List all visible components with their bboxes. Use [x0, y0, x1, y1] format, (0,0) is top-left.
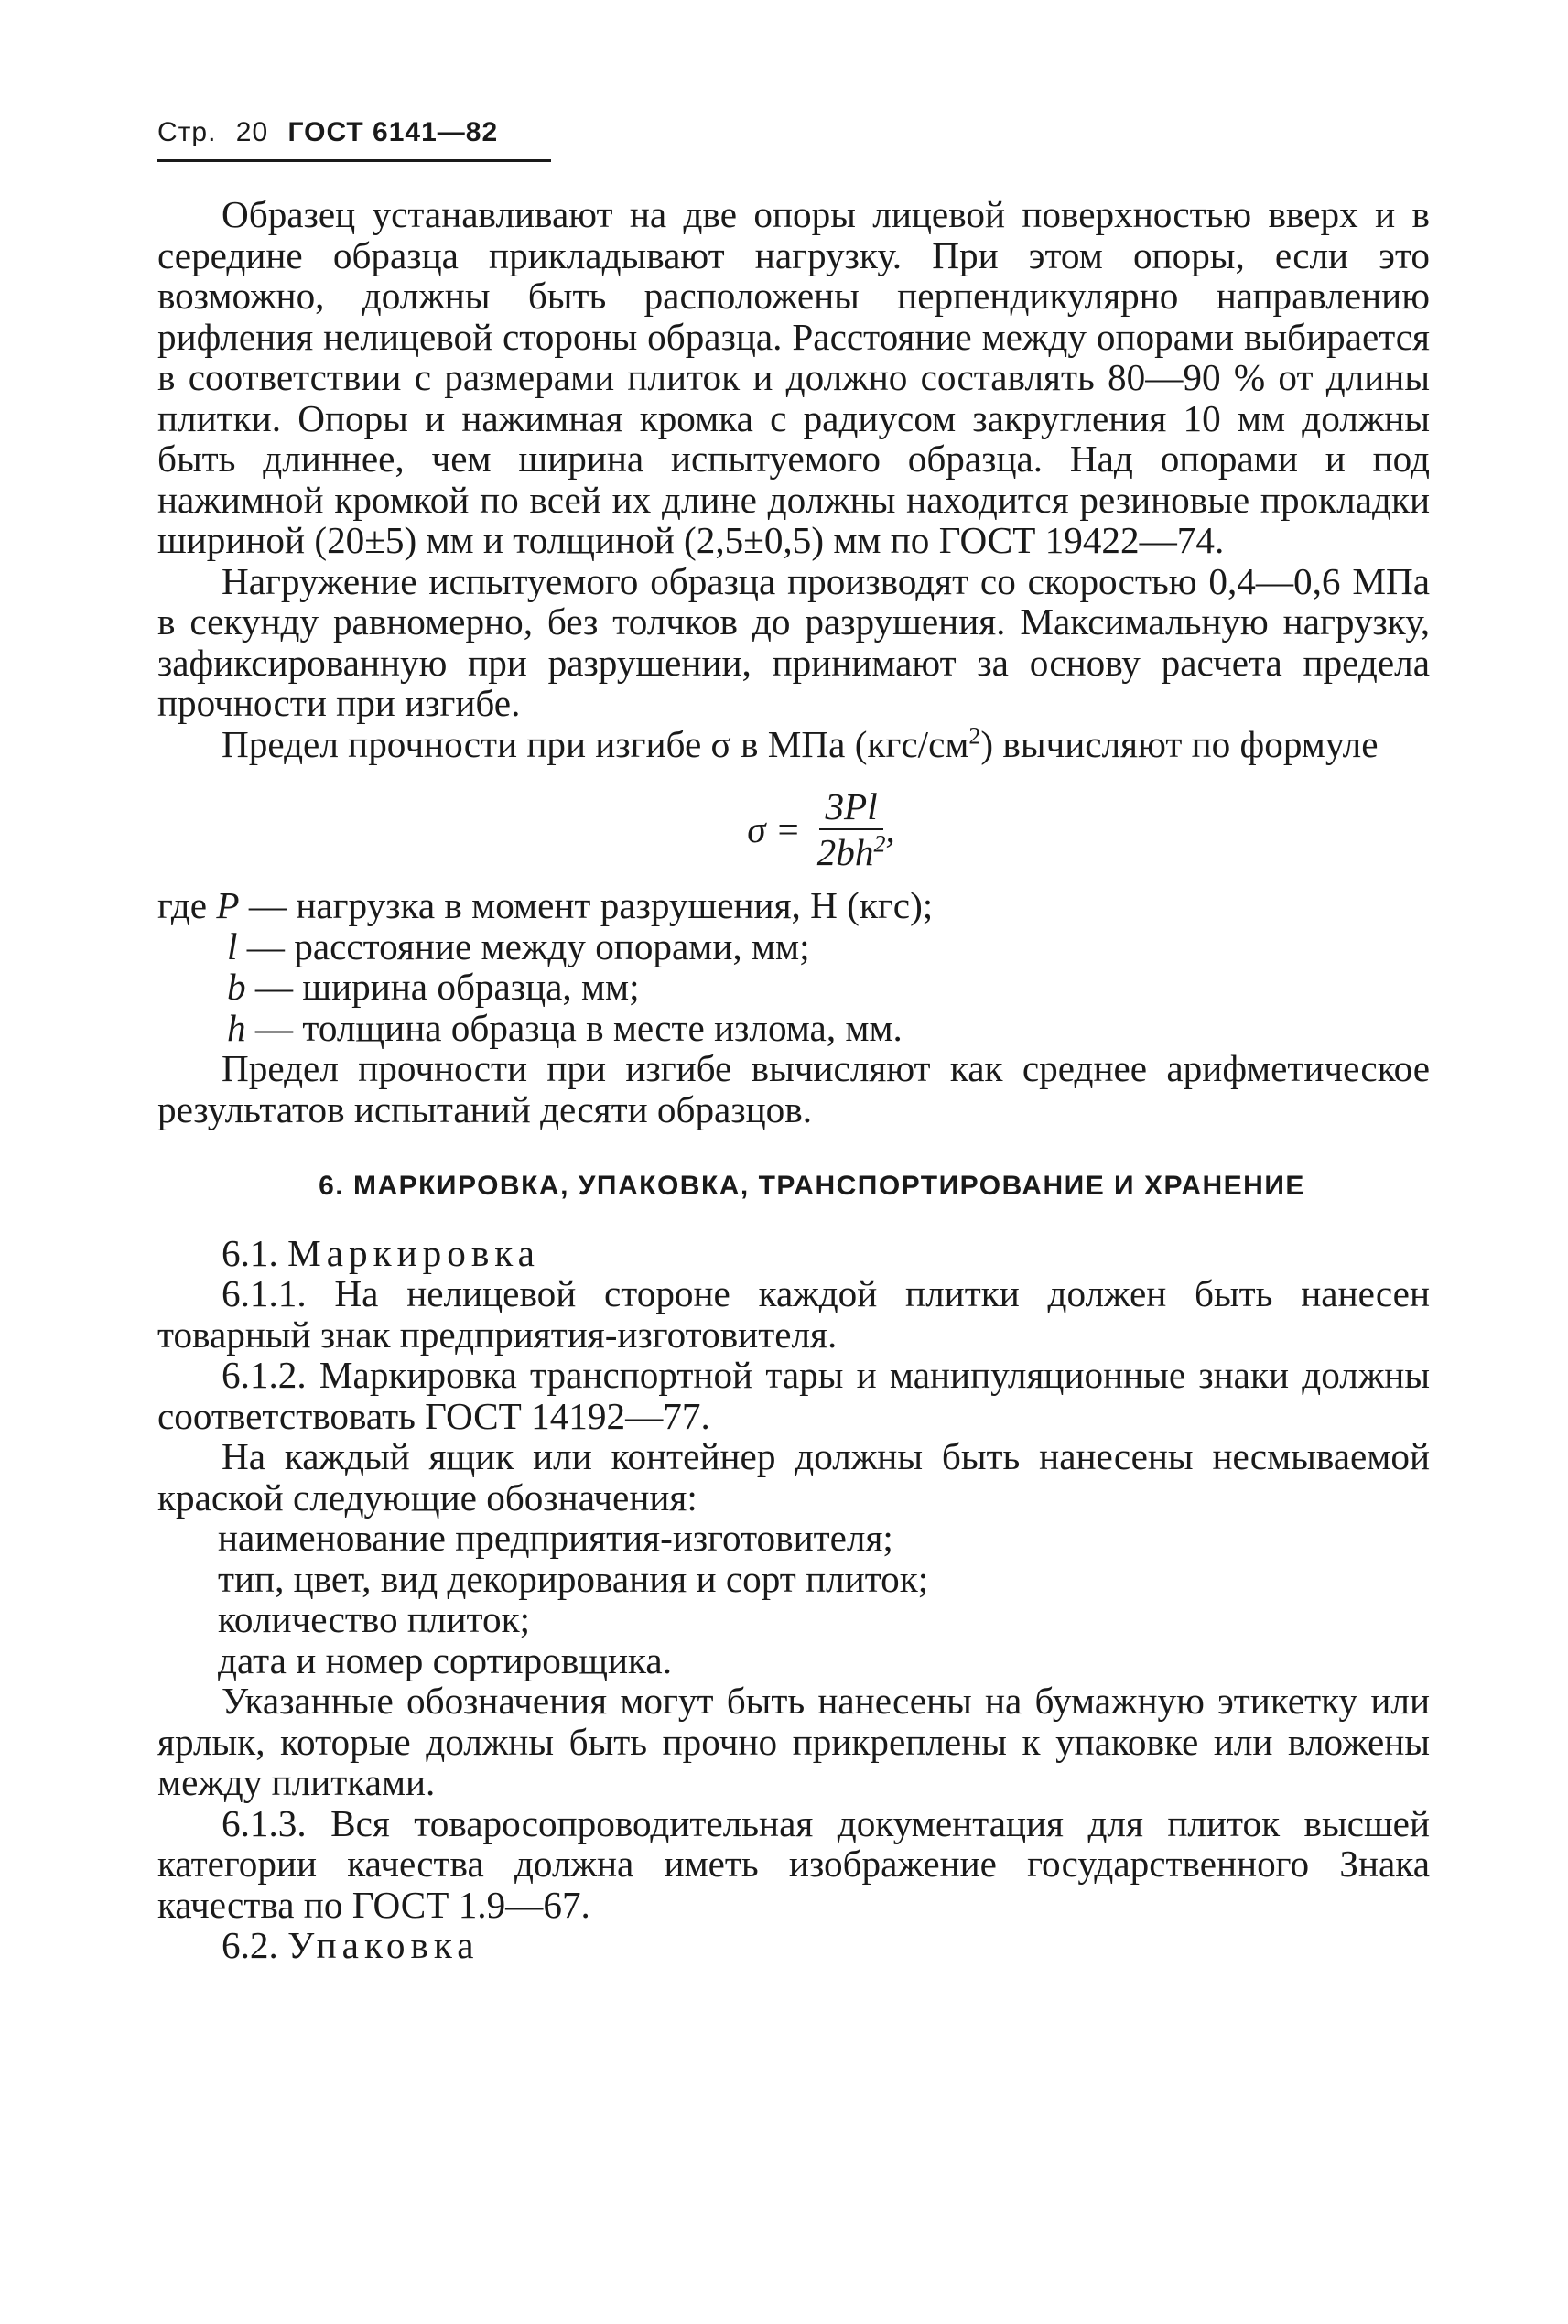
- legend-row: [157, 885, 1430, 926]
- legend-symbol: b: [227, 966, 246, 1008]
- formula-denominator-exponent: 2: [873, 830, 886, 858]
- legend-symbol: l: [227, 924, 238, 967]
- clause-6-1-2: 6.1.2. Маркировка транспортной тары и манипуляционные знаки должны соответствовать ГОСТ 14192—77.: [157, 1354, 1430, 1437]
- subsection-number: 6.1.: [222, 1231, 278, 1274]
- legend-text: — нагрузка в момент разрушения, Н (кгс);: [239, 884, 934, 926]
- formula-fraction: [816, 785, 886, 873]
- formula-tail: ,: [885, 807, 895, 850]
- paragraph-specimen-setup: Образец устанавливают на две опоры лицевой поверхностью вверх и в середине образца прикладывают нагрузку. При этом опоры, если это возможно, должны быть расположены перпендикулярно направлению рифления нелицевой стороны образца. Расстояние между опорами выбирается в соответствии с размерами плиток и должно составлять 80—90 % от длины плитки. Опоры и нажимная кромка с радиусом закругления 10 мм должны быть длиннее, чем ширина испытуемого образца. Над опорами и под нажимной кромкой по всей их длине должны находится резиновые прокладки шириной (20±5) мм и толщиной (2,5±0,5) мм по ГОСТ 19422—74.: [157, 193, 1430, 561]
- formula-numerator: 3Pl: [819, 788, 882, 830]
- paragraph-loading: Нагружение испытуемого образца производят со скоростью 0,4—0,6 МПа в секунду равномерно, без толчков до разрушения. Максимальную нагрузку, зафиксированную при разрушении, принимают за основу расчета предела прочности при изгибе.: [157, 559, 1430, 724]
- subsection-6-2-heading: [157, 1925, 1430, 1966]
- legend-text: — ширина образца, мм;: [245, 966, 640, 1008]
- subsection-6-1-heading: [157, 1233, 1430, 1274]
- legend-text: — расстояние между опорами, мм;: [237, 924, 810, 967]
- legend-row: [157, 926, 1430, 967]
- legend-text: — толщина образца в месте излома, мм.: [245, 1006, 903, 1049]
- paragraph-label: Указанные обозначения могут быть нанесены на бумажную этикетку или ярлык, которые должны быть прочно прикреплены к упаковке или вложены между плитками.: [157, 1680, 1430, 1803]
- document-body: [157, 194, 1430, 1966]
- formula-intro-tail: ) вычисляют по формуле: [980, 722, 1379, 765]
- legend-symbol: P: [216, 884, 240, 926]
- formula-legend: [157, 885, 1430, 1048]
- paragraph-average: Предел прочности при изгибе вычисляют как среднее арифметическое результатов испытаний десяти образцов.: [157, 1047, 1430, 1130]
- page-prefix: Стр.: [157, 117, 217, 147]
- paragraph-formula-intro: [157, 721, 1430, 765]
- page-header: [157, 117, 551, 162]
- formula-denominator: [816, 830, 886, 873]
- formula-denominator-base: 2bh: [816, 831, 874, 873]
- list-item: дата и номер сортировщика.: [218, 1638, 672, 1681]
- standard-code: ГОСТ 6141—82: [287, 117, 499, 147]
- list-item: количество плиток;: [218, 1598, 531, 1640]
- formula-intro-text: Предел прочности при изгибе σ в МПа (кгс/см: [222, 722, 969, 765]
- list-item: наименование предприятия-изготовителя;: [218, 1517, 893, 1559]
- legend-row: [157, 1008, 1430, 1049]
- subsection-number: 6.2.: [222, 1924, 278, 1966]
- paragraph-box-marking: На каждый ящик или контейнер должны быть нанесены несмываемой краской следующие обозначения:: [157, 1435, 1430, 1519]
- marking-list: [157, 1518, 1430, 1681]
- clause-6-1-3: 6.1.3. Вся товаросопроводительная документация для плиток высшей категории качества должна иметь изображение государственного Знака качества по ГОСТ 1.9—67.: [157, 1801, 1430, 1926]
- formula-lhs: σ =: [747, 807, 801, 850]
- legend-symbol: h: [227, 1006, 246, 1049]
- strength-formula: [157, 785, 1430, 873]
- legend-row: [157, 967, 1430, 1008]
- page-number: 20: [235, 117, 269, 147]
- clause-6-1-1: 6.1.1. На нелицевой стороне каждой плитки должен быть нанесен товарный знак предприятия-изготовителя.: [157, 1272, 1430, 1356]
- formula-intro-superscript: 2: [968, 721, 981, 749]
- list-item: тип, цвет, вид декорирования и сорт плиток;: [218, 1557, 929, 1600]
- subsection-title: Упаковка: [287, 1924, 480, 1966]
- subsection-title: Маркировка: [287, 1231, 540, 1274]
- section-6-title: 6. МАРКИРОВКА, УПАКОВКА, ТРАНСПОРТИРОВАНИЕ И ХРАНЕНИЕ: [319, 1171, 1305, 1201]
- legend-prefix: где: [157, 884, 217, 926]
